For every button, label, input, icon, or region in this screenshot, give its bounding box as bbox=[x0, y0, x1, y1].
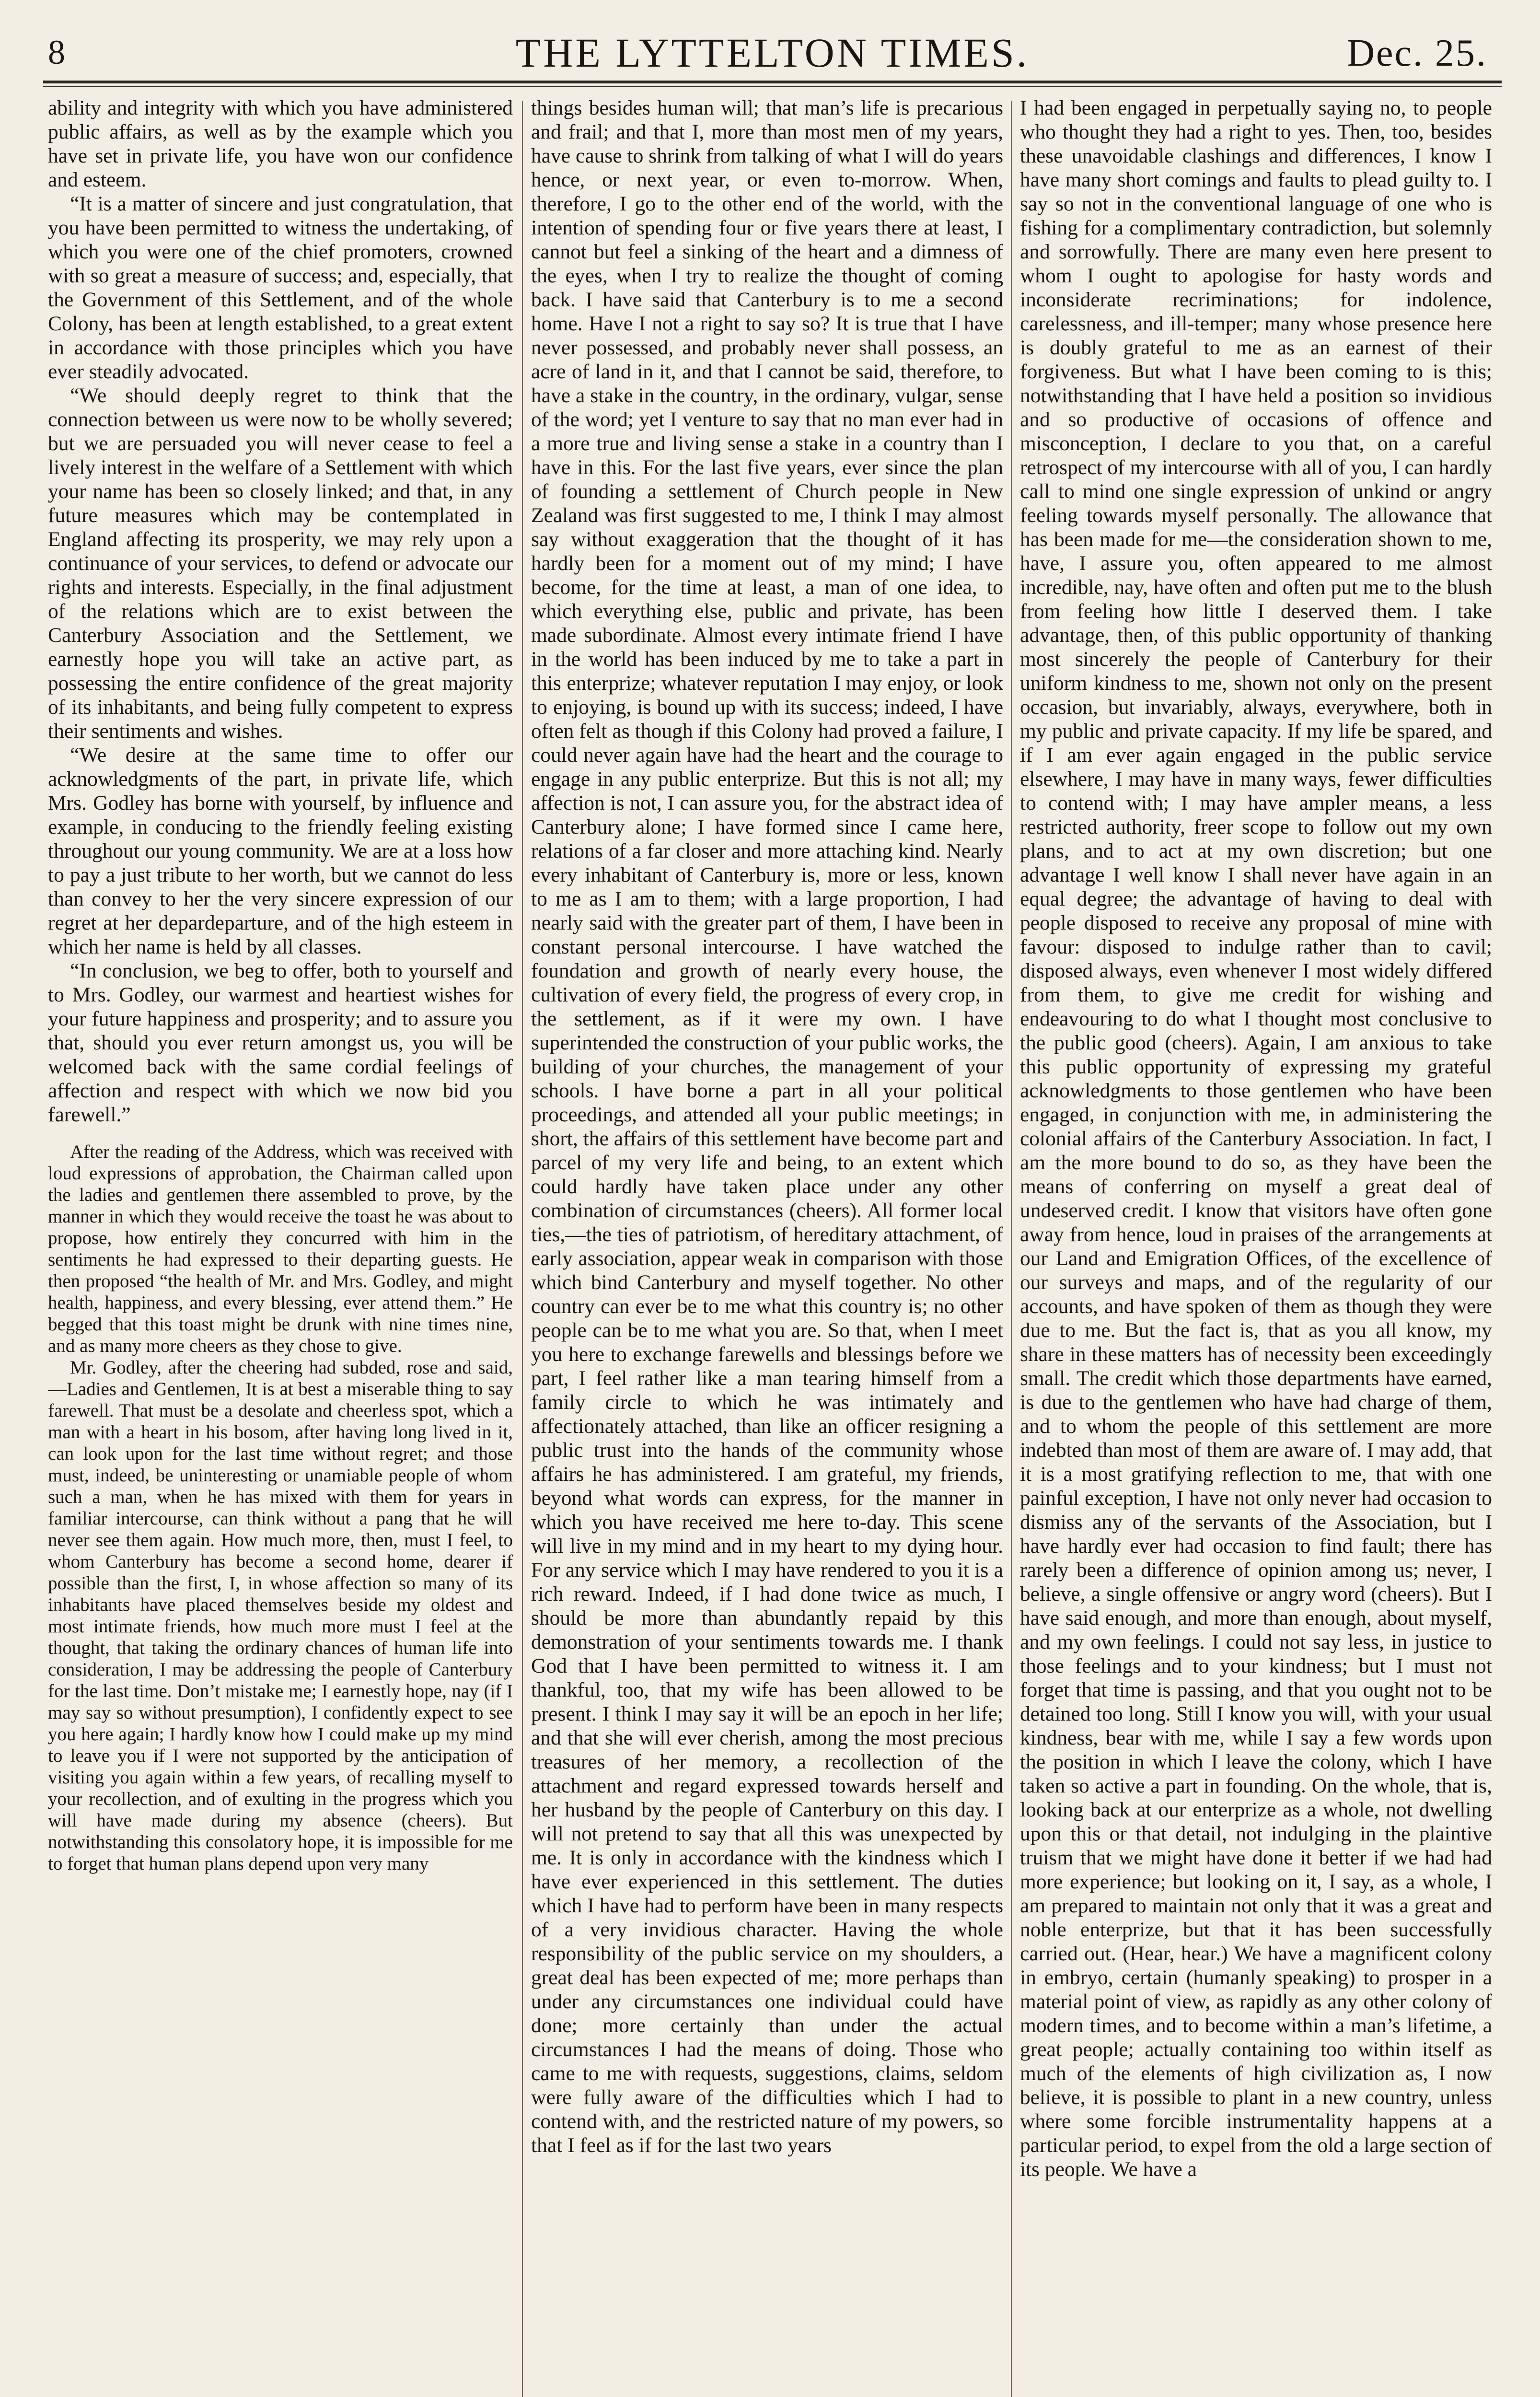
article-columns bbox=[48, 96, 1492, 2397]
column-3 bbox=[1020, 96, 1492, 2397]
issue-date: Dec. 25. bbox=[1347, 32, 1487, 74]
header-rule-thick bbox=[43, 81, 1502, 83]
column-2 bbox=[531, 96, 1003, 2397]
paragraph: I had been engaged in perpetually saying no, to people who thought they had a right to yes. Then, too, besides these unavoidable clashings and differences, I know I have many short comings and faults to plead guilty to. I say so not in the conventional language of one who is fishing for a complimentary contradiction, but solemnly and sorrowfully. There are many even here present to whom I ought to apologise for hasty words and inconsiderate recriminations; for indolence, carelessness, and ill-temper; many whose presence here is doubly grateful to me as an earnest of their forgiveness. But what I have been coming to is this; notwithstanding that I have held a position so invidious and so productive of occasions of offence and misconception, I declare to you that, on a careful retrospect of my intercourse with all of you, I can hardly call to mind one single expression of unkind or angry feeling towards myself personally. The allowance that has been made for me—the consideration shown to me, have, I assure you, often appeared to me almost incredible, nay, have often and often put me to the blush from feeling how little I deserved them. I take advantage, then, of this public opportunity of thanking most sincerely the people of Canterbury for their uniform kindness to me, shown not only on the present occasion, but invariably, always, everywhere, both in my public and private capacity. If my life be spared, and if I am ever again engaged in the public service elsewhere, I may have in many ways, fewer difficulties to contend with; I may have ampler means, a less restricted authority, freer scope to follow out my own plans, and to act at my own discretion; but one advantage I well know I shall never have again in an equal degree; the advantage of having to deal with people disposed to receive any proposal of mine with favour: disposed to indulge rather than to cavil; disposed always, even whenever I most widely differed from them, to give me credit for wishing and endeavouring to do what I thought most conclusive to the public good (cheers). Again, I am anxious to take this public opportunity of expressing my grateful acknowledgments to those gentlemen who have been engaged, in conjunction with me, in administering the colonial affairs of the Canterbury Association. In fact, I am the more bound to do so, as they have been the means of conferring on myself a great deal of undeserved credit. I know that visitors have often gone away from hence, loud in praises of the arrangements at our Land and Emigration Offices, of the excellence of our surveys and maps, and of the regularity of our accounts, and have spoken of them as though they were due to me. But the fact is, that as you all know, my share in these matters has of necessity been exceedingly small. The credit which those departments have earned, is due to the gentlemen who have had charge of them, and to whom the people of this settlement are more indebted than most of them are aware of. I may add, that it is a most gratifying reflection to me, that with one painful exception, I have not only never had occasion to dismiss any of the servants of the Association, but I have hardly ever had occasion to find fault; there has rarely been a difference of opinion among us; never, I believe, a single offensive or angry word (cheers). But I have said enough, and more than enough, about myself, and my own feelings. I could not say less, in justice to those feelings and to your kindness; but I must not forget that time is passing, and that you ought not to be detained too long. Still I know you will, with your usual kindness, bear with me, while I say a few words upon the position in which I leave the colony, which I have taken so active a part in founding. On the whole, that is, looking back at our enterprize as a whole, not dwelling upon this or that detail, not indulging in the plaintive truism that we might have done it better if we had had more experience; but looking on it, I say, as a whole, I am prepared to maintain not only that it was a great and noble enterprize, but that it has been successfully carried out. (Hear, hear.) We have a magnificent colony in embryo, certain (humanly speaking) to prosper in a material point of view, as rapidly as any other colony of modern times, and to become within a man’s lifetime, a great people; actually containing too within itself as much of the elements of high civilization as, I now believe, it is possible to plant in a new country, unless where some forcible instrumentality happens at a particular period, to expel from the old a large section of its people. We have a bbox=[1020, 96, 1492, 2181]
column-divider bbox=[522, 101, 523, 2397]
page-number: 8 bbox=[48, 33, 65, 71]
column-divider bbox=[1011, 101, 1012, 2397]
paragraph: Mr. Godley, after the cheering had subded, rose and said,—Ladies and Gentlemen, It is at best a miserable thing to say farewell. That must be a desolate and cheerless spot, which a man with a heart in his bosom, after having long lived in it, can look upon for the last time without regret; and those must, indeed, be uninteresting or unamiable people of whom such a man, when he has mixed with them for years in familiar intercourse, can think without a pang that he will never see them again. How much more, then, must I feel, to whom Canterbury has become a second home, dearer if possible than the first, I, in whose affection so many of its inhabitants have placed themselves beside my oldest and most intimate friends, how much more must I feel at the thought, that taking the ordinary chances of human life into consideration, I may be addressing the people of Canterbury for the last time. Don’t mistake me; I earnestly hope, nay (if I may say so without presumption), I confidently expect to see you here again; I hardly know how I could make up my mind to leave you if I were not supported by the anticipation of visiting you again within a few years, of recalling myself to your recollection, and of exulting in the progress which you will have made during my absence (cheers). But notwithstanding this consolatory hope, it is impossible for me to forget that human plans depend upon very many bbox=[48, 1357, 513, 1874]
paragraph: ability and integrity with which you have administered public affairs, as well as by the example which you have set in private life, you have won our confidence and esteem. bbox=[48, 96, 513, 191]
paragraph: After the reading of the Address, which was received with loud expressions of approbation, the Chairman called upon the ladies and gentlemen there assembled to prove, by the manner in which they would receive the toast he was about to propose, how entirely they concurred with him in the sentiments he had expressed to their departing guests. He then proposed “the health of Mr. and Mrs. Godley, and might health, happiness, and every blessing, ever attend them.” He begged that this toast might be drunk with nine times nine, and as many more cheers as they chose to give. bbox=[48, 1141, 513, 1356]
paragraph: “It is a matter of sincere and just congratulation, that you have been permitted to witness the undertaking, of which you were one of the chief promoters, crowned with so great a measure of success; and, especially, that the Government of this Settlement, and of the whole Colony, has been at length established, to a great extent in accordance with those principles which you have ever steadily advocated. bbox=[48, 192, 513, 383]
paragraph: things besides human will; that man’s life is precarious and frail; and that I, more than most men of my years, have cause to shrink from talking of what I will do years hence, or next year, or even to-morrow. When, therefore, I go to the other end of the world, with the intention of spending four or five years there at least, I cannot but feel a sinking of the heart and a dimness of the eyes, when I try to realize the thought of coming back. I have said that Canterbury is to me a second home. Have I not a right to say so? It is true that I have never possessed, and probably never shall possess, an acre of land in it, and that I cannot be said, therefore, to have a stake in the country, in the ordinary, vulgar, sense of the word; yet I venture to say that no man ever had in a more true and living sense a stake in a country than I have in this. For the last five years, ever since the plan of founding a settlement of Church people in New Zealand was first suggested to me, I think I may almost say without exaggeration that the thought of it has hardly been for a moment out of my mind; I have become, for the time at least, a man of one idea, to which everything else, public and private, has been made subordinate. Almost every intimate friend I have in the world has been induced by me to take a part in this enterprize; whatever reputation I may enjoy, or look to enjoying, is bound up with its success; indeed, I have often felt as though if this Colony had proved a failure, I could never again have had the heart and the courage to engage in any public enterprize. But this is not all; my affection is not, I can assure you, for the abstract idea of Canterbury alone; I have formed since I came here, relations of a far closer and more attaching kind. Nearly every inhabitant of Canterbury is, more or less, known to me as I am to them; with a large proportion, I had nearly said with the greater part of them, I have been in constant personal intercourse. I have watched the foundation and growth of nearly every house, the cultivation of every field, the progress of every crop, in the settlement, as if it were my own. I have superintended the construction of your public works, the building of your churches, the management of your schools. I have borne a part in all your political proceedings, and attended all your public meetings; in short, the affairs of this settlement have become part and parcel of my very life and being, to an extent which could hardly have taken place under any other combination of circumstances (cheers). All former local ties,—the ties of patriotism, of hereditary attachment, of early association, appear weak in comparison with those which bind Canterbury and myself together. No other country can ever be to me what this country is; no other people can be to me what you are. So that, when I meet you here to exchange farewells and blessings before we part, I feel rather like a man tearing himself from a family circle to which he was intimately and affectionately attached, than like an officer resigning a public trust into the hands of the community whose affairs he has administered. I am grateful, my friends, beyond what words can express, for the manner in which you have received me here to-day. This scene will live in my mind and in my heart to my dying hour. For any service which I may have rendered to you it is a rich reward. Indeed, if I had done twice as much, I should be more than abundantly repaid by this demonstration of your sentiments towards me. I thank God that I have been permitted to witness it. I am thankful, too, that my wife has been allowed to be present. I think I may say it will be an epoch in her life; and that she will ever cherish, among the most precious treasures of her memory, a recollection of the attachment and regard expressed towards herself and her husband by the people of Canterbury on this day. I will not pretend to say that all this was unexpected by me. It is only in accordance with the kindness which I have ever experienced in this settlement. The duties which I have had to perform have been in many respects of a very invidious character. Having the whole responsibility of the public service on my shoulders, a great deal has been expected of me; more perhaps than under any circumstances one individual could have done; more certainly than under the actual circumstances I had the means of doing. Those who came to me with requests, suggestions, claims, seldom were fully aware of the difficulties which I had to contend with, and the restricted nature of my powers, so that I feel as if for the last two years bbox=[531, 96, 1003, 2157]
column-1 bbox=[48, 96, 513, 2397]
header-rule-thin bbox=[43, 86, 1502, 87]
paragraph: “We should deeply regret to think that the connection between us were now to be wholly severed; but we are persuaded you will never cease to feel a lively interest in the welfare of a Settlement with which your name has been so closely linked; and that, in any future measures which may be contemplated in England affecting its prosperity, we may rely upon a continuance of your services, to defend or advocate our rights and interests. Especially, in the final adjustment of the relations which are to exist between the Canterbury Association and the Settlement, we earnestly hope you will take an active part, as possessing the entire confidence of the great majority of its inhabitants, and being fully competent to express their sentiments and wishes. bbox=[48, 384, 513, 743]
newspaper-title: THE LYTTELTON TIMES. bbox=[515, 30, 1030, 76]
paragraph: “We desire at the same time to offer our acknowledgments of the part, in private life, which Mrs. Godley has borne with yourself, by influence and example, in conducing to the friendly feeling existing throughout our young community. We are at a loss how to pay a just tribute to her worth, but we cannot do less than convey to her the very sincere expression of our regret at her depardeparture, and of the high esteem in which her name is held by all classes. bbox=[48, 744, 513, 958]
masthead bbox=[43, 29, 1502, 77]
paragraph: “In conclusion, we beg to offer, both to yourself and to Mrs. Godley, our warmest and heartiest wishes for your future happiness and prosperity; and to assure you that, should you ever return amongst us, you will be welcomed back with the same cordial feelings of affection and respect with which we now bid you farewell.” bbox=[48, 959, 513, 1126]
